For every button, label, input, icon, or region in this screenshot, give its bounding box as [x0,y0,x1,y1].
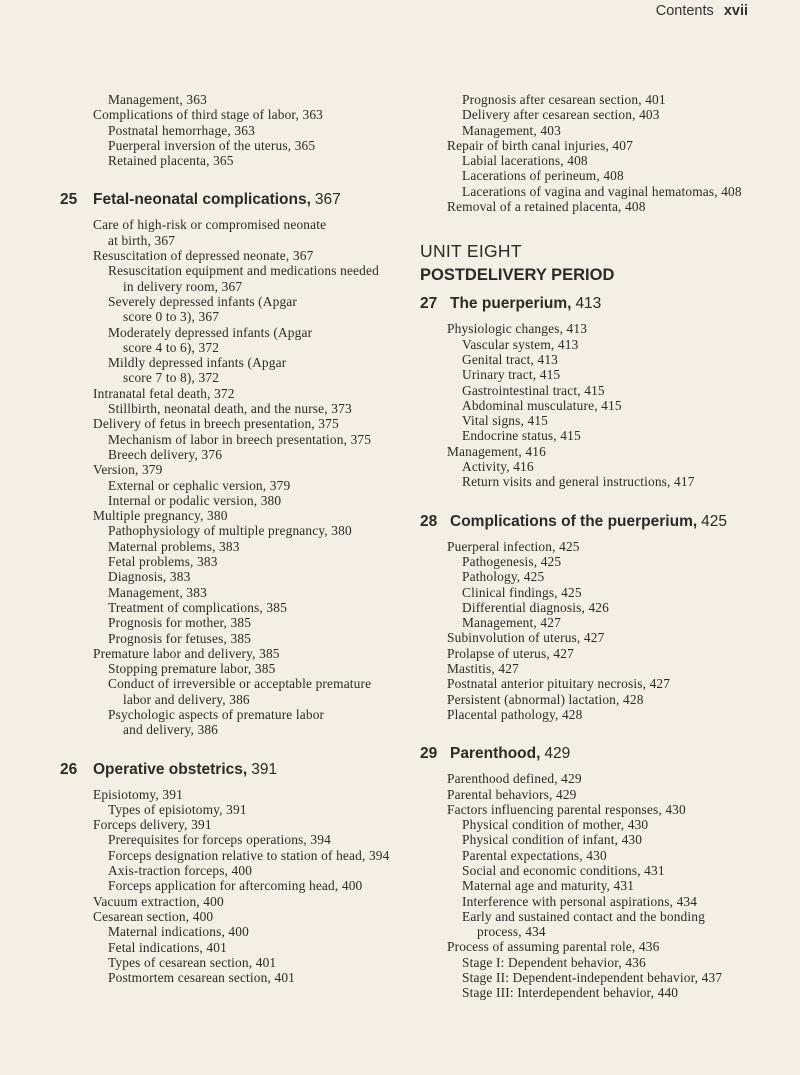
toc-entry: Physical condition of mother, 430 [462,817,649,833]
toc-entry: Persistent (abnormal) lactation, 428 [447,691,644,707]
toc-entry: in delivery room, 367 [123,278,243,294]
toc-entry: Resuscitation equipment and medications needed [108,263,379,279]
chapter-heading [420,512,760,531]
toc-entry: Vacuum extraction, 400 [93,893,224,909]
toc-entry: Prognosis for mother, 385 [108,615,252,631]
chapter-entries [60,787,400,986]
running-head-page-number: xvii [723,3,748,19]
chapter-title: Complications of the puerperium, [450,512,698,530]
toc-entry: Puerperal inversion of the uterus, 365 [108,137,316,153]
toc-entry: Complications of third stage of labor, 363 [93,107,324,123]
toc-entry: Gastrointestinal tract, 415 [462,382,605,398]
toc-entry: Types of episiotomy, 391 [108,801,247,817]
left-column [60,92,400,985]
chapter-heading [60,760,400,779]
toc-entry: Early and sustained contact and the bonding [462,908,705,924]
toc-entry: Maternal age and maturity, 431 [462,878,635,894]
chapter-heading [420,294,760,313]
toc-entry: Placental pathology, 428 [447,706,583,722]
chapter-page: 425 [701,512,728,530]
chapter-title: Fetal-neonatal complications, [93,191,311,209]
toc-entry: Prognosis after cesarean section, 401 [462,92,666,107]
toc-entry: Fetal problems, 383 [108,554,218,570]
toc-entry: Care of high-risk or compromised neonate [93,217,327,233]
toc-entry: Subinvolution of uterus, 427 [447,630,605,646]
toc-entry: score 7 to 8), 372 [123,370,220,386]
chapter-number: 25 [60,191,78,209]
toc-entry: at birth, 367 [108,232,176,248]
toc-entry: Postnatal anterior pituitary necrosis, 427 [447,676,671,692]
chapter-page: 413 [575,295,602,313]
chapter-number: 29 [420,745,438,763]
unit-title: POSTDELIVERY PERIOD [420,266,615,285]
chapter-entries [420,321,760,489]
toc-entry: Diagnosis, 383 [108,569,191,585]
toc-entry: Pathogenesis, 425 [462,553,562,569]
right-lead-entries [420,92,760,214]
running-head-section: Contents [655,3,714,19]
toc-entry: Pathology, 425 [462,569,545,585]
toc-entry: Premature labor and delivery, 385 [93,645,280,661]
toc-entry: process, 434 [477,924,546,940]
chapter-entries [420,539,760,723]
toc-entry: Resuscitation of depressed neonate, 367 [93,248,314,264]
toc-entry: Management, 427 [462,615,561,631]
toc-entry: Physiologic changes, 413 [447,321,588,337]
toc-entry: Prerequisites for forceps operations, 394 [108,832,331,848]
toc-entry: Process of assuming parental role, 436 [447,939,660,955]
chapter-entries [420,771,760,1000]
toc-entry: Types of cesarean section, 401 [108,954,277,970]
toc-entry: Multiple pregnancy, 380 [93,508,228,524]
toc-entry: Pathophysiology of multiple pregnancy, 380 [108,523,352,539]
toc-entry: Postmortem cesarean section, 401 [108,970,296,986]
toc-entry: Abdominal musculature, 415 [462,397,622,413]
toc-entry: score 0 to 3), 367 [123,309,220,325]
toc-entry: Stopping premature labor, 385 [108,661,276,677]
toc-entry: Delivery of fetus in breech presentation, 375 [93,416,339,432]
toc-entry: Lacerations of perineum, 408 [462,168,624,184]
chapter-title: The puerperium, [450,295,572,313]
toc-entry: Parental behaviors, 429 [447,786,577,802]
toc-entry: Parenthood defined, 429 [447,771,582,787]
toc-entry: Interference with personal aspirations, 434 [462,893,698,909]
toc-entry: External or cephalic version, 379 [108,477,291,493]
toc-entry: Social and economic conditions, 431 [462,862,665,878]
toc-entry: Fetal indications, 401 [108,939,227,955]
toc-entry: Episiotomy, 391 [93,786,183,802]
toc-entry: Physical condition of infant, 430 [462,832,643,848]
chapter-number: 27 [420,295,438,313]
toc-entry: Axis-traction forceps, 400 [108,863,253,879]
toc-entry: Vascular system, 413 [462,336,579,352]
toc-entry: Puerperal infection, 425 [447,538,580,554]
toc-entry: Severely depressed infants (Apgar [108,293,298,309]
toc-entry: Urinary tract, 415 [462,367,561,383]
toc-entry: Breech delivery, 376 [108,446,223,462]
right-column [420,92,760,1001]
chapter-page: 429 [544,745,571,763]
toc-entry: Maternal problems, 383 [108,538,240,554]
running-head [656,3,748,19]
toc-entry: Mastitis, 427 [447,661,519,677]
toc-entry: Cesarean section, 400 [93,908,214,924]
toc-entry: Forceps delivery, 391 [93,817,212,833]
toc-entry: Stage I: Dependent behavior, 436 [462,954,646,970]
toc-entry: Management, 403 [462,122,561,138]
toc-entry: Treatment of complications, 385 [108,599,287,615]
toc-entry: Moderately depressed infants (Apgar [108,324,313,340]
toc-entry: Repair of birth canal injuries, 407 [447,137,633,153]
toc-entry: Stillbirth, neonatal death, and the nurse, 373 [108,401,352,417]
toc-entry: Retained placenta, 365 [108,153,234,169]
toc-entry: score 4 to 6), 372 [123,339,220,355]
toc-entry: Prognosis for fetuses, 385 [108,630,252,646]
toc-entry: labor and delivery, 386 [123,691,250,707]
chapter-page: 367 [314,191,341,209]
chapter-title: Parenthood, [450,745,541,763]
toc-entry: Removal of a retained placenta, 408 [447,199,646,215]
toc-entry: Intranatal fetal death, 372 [93,385,235,401]
toc-entry: Conduct of irreversible or acceptable premature [108,676,372,692]
chapter-heading [420,744,760,763]
toc-entry: Version, 379 [93,462,163,478]
toc-entry: Activity, 416 [462,459,534,475]
toc-entry: Mildly depressed infants (Apgar [108,355,287,371]
toc-entry: Labial lacerations, 408 [462,153,588,169]
left-chapters [60,190,400,985]
chapter-number: 28 [420,512,438,530]
toc-entry: Management, 383 [108,584,207,600]
toc-entry: Stage II: Dependent-independent behavior, 437 [462,970,723,986]
toc-entry: Forceps designation relative to station of head, 394 [108,847,390,863]
toc-entry: Vital signs, 415 [462,413,549,429]
chapter-number: 26 [60,760,78,778]
unit-label: UNIT EIGHT [420,241,522,262]
toc-entry: Clinical findings, 425 [462,584,582,600]
toc-entry: and delivery, 386 [123,722,219,738]
toc-entry: Management, 416 [447,443,546,459]
toc-entry: Parental expectations, 430 [462,847,607,863]
toc-entry: Management, 363 [108,92,207,107]
left-lead-entries [60,92,400,168]
toc-entry: Stage III: Interdependent behavior, 440 [462,985,679,1001]
toc-entry: Lacerations of vagina and vaginal hematomas, 408 [462,183,742,199]
toc-entry: Internal or podalic version, 380 [108,492,282,508]
right-chapters [420,294,760,1000]
toc-entry: Differential diagnosis, 426 [462,599,609,615]
chapter-page: 391 [251,760,278,778]
chapter-title: Operative obstetrics, [93,760,248,778]
toc-entry: Postnatal hemorrhage, 363 [108,122,255,138]
toc-entry: Prolapse of uterus, 427 [447,645,574,661]
toc-entry: Psychologic aspects of premature labor [108,706,325,722]
toc-entry: Mechanism of labor in breech presentation, 375 [108,431,372,447]
toc-entry: Genital tract, 413 [462,351,559,367]
chapter-heading [60,190,400,209]
toc-entry: Forceps application for aftercoming head, 400 [108,878,363,894]
toc-entry: Endocrine status, 415 [462,428,581,444]
toc-entry: Delivery after cesarean section, 403 [462,107,660,123]
chapter-entries [60,217,400,737]
toc-entry: Return visits and general instructions, 417 [462,474,695,490]
toc-entry: Factors influencing parental responses, 430 [447,801,686,817]
toc-entry: Maternal indications, 400 [108,924,249,940]
